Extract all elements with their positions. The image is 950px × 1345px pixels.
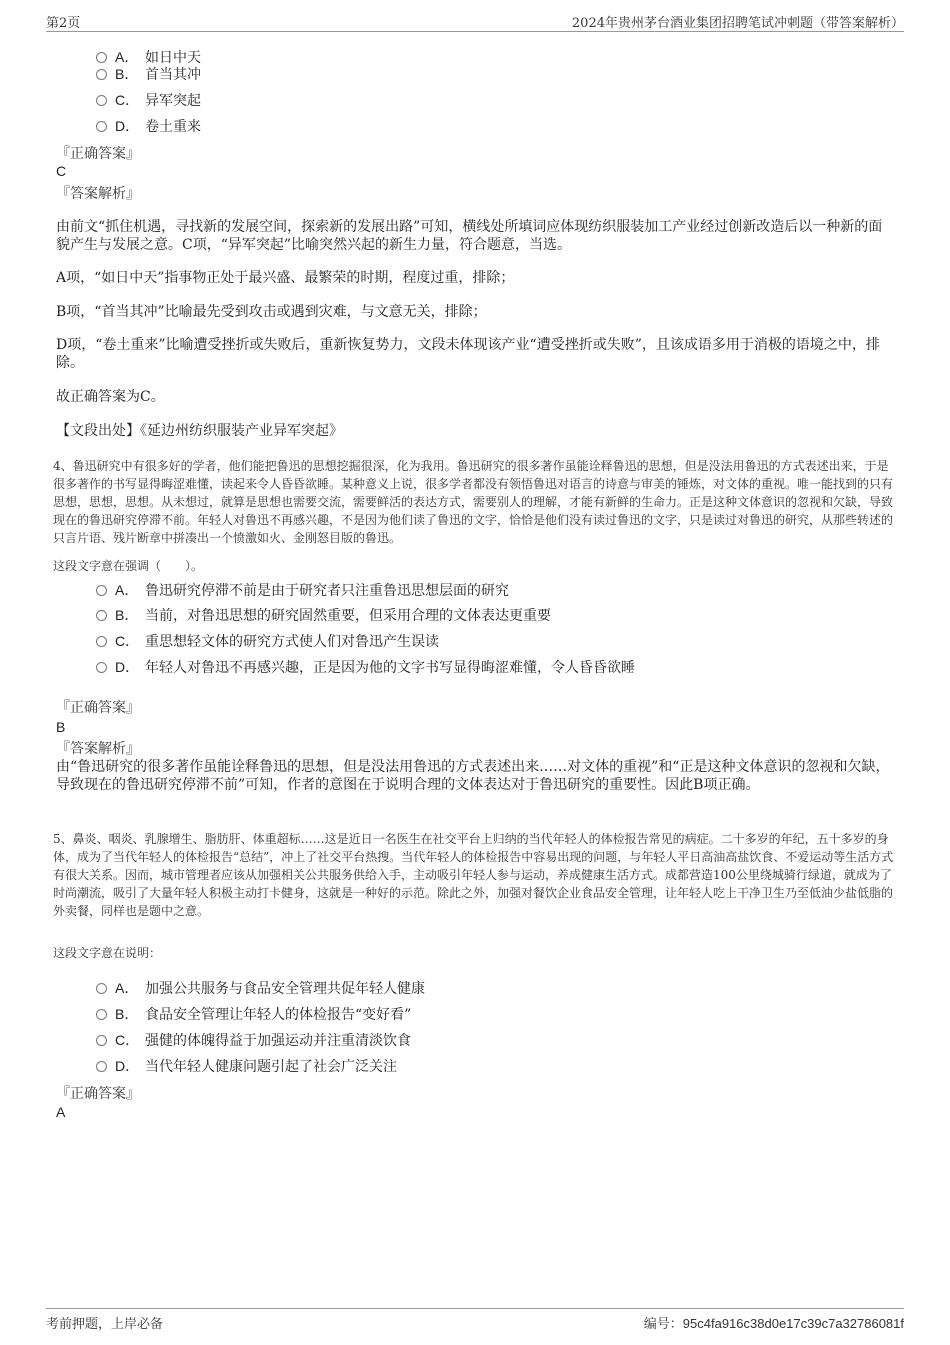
code-label: 编号： [643, 1317, 683, 1332]
q4-option-c[interactable]: C． 重思想轻文体的研究方式使人们对鲁迅产生误读 [96, 632, 439, 651]
option-text: 异军突起 [145, 93, 201, 109]
radio-icon[interactable] [96, 585, 107, 596]
q4-option-d[interactable]: D． 年轻人对鲁迅不再感兴趣，正是因为他的文字书写显得晦涩难懂，令人昏昏欲睡 [96, 658, 635, 677]
q5-option-d[interactable]: D． 当代年轻人健康问题引起了社会广泛关注 [96, 1057, 397, 1076]
document-title: 2024年贵州茅台酒业集团招聘笔试冲刺题（带答案解析） [571, 16, 904, 31]
radio-icon[interactable] [96, 610, 107, 621]
question-prompt: 这段文字意在强调（ ）。 [53, 559, 204, 573]
answer-label: 『正确答案』 [56, 146, 140, 162]
document-code [644, 1313, 904, 1332]
radio-icon[interactable] [96, 95, 107, 106]
analysis-paragraph: B项，“首当其冲”比喻最先受到攻击或遇到灾难，与文意无关，排除； [56, 304, 487, 320]
header-divider [46, 31, 904, 32]
q5-option-a[interactable]: A． 加强公共服务与食品安全管理共促年轻人健康 [96, 979, 425, 998]
analysis-paragraph: 由“鲁迅研究的很多著作虽能诠释鲁迅的思想，但是没法用鲁迅的方式表述出来……对文体的重视”和“正是这种文体意识的忽视和欠缺，导致现在的鲁迅研究停滞不前”可知，作者的意图在于说明合理的文体表达对于鲁迅研究的重要性。因此B项正确。 [56, 759, 890, 793]
page-number: 第2页 [46, 16, 81, 31]
answer-value: B [56, 719, 66, 735]
answer-value: C [56, 163, 67, 179]
answer-value: A [56, 1104, 66, 1120]
q4-option-a[interactable]: A． 鲁迅研究停滞不前是由于研究者只注重鲁迅思想层面的研究 [96, 581, 509, 600]
footer-divider [46, 1308, 904, 1309]
question-text: 5、鼻炎、咽炎、乳腺增生、脂肪肝、体重超标……这是近日一名医生在社交平台上归纳的当代年轻人的体检报告常见的病症。二十多岁的年纪，五十多岁的身体，成为了当代年轻人的体检报告“总结”，冲上了社交平台热搜。当代年轻人的体检报告中容易出现的问题，与年轻人平日高油高盐饮食、不爱运动等生活方式有很大关系。因而，城市管理者应该从加强相关公共服务供给入手，主动吸引年轻人参与运动，养成健康生活方式。成都营造100公里绕城骑行绿道，就成为了时尚潮流，吸引了大量年轻人积极主动打卡健身，这就是一种好的示范。除此之外，加强对餐饮企业食品安全管理，让年轻人吃上干净卫生乃至低油少盐低脂的外卖餐，同样也是题中之意。 [53, 832, 894, 918]
option-text: 食品安全管理让年轻人的体检报告“变好看” [145, 1007, 412, 1023]
option-text: 卷土重来 [145, 119, 201, 135]
analysis-paragraph: 故正确答案为C。 [56, 389, 165, 405]
analysis-label: 『答案解析』 [56, 741, 140, 757]
q5-option-b[interactable]: B． 食品安全管理让年轻人的体检报告“变好看” [96, 1005, 411, 1024]
option-text: 年轻人对鲁迅不再感兴趣，正是因为他的文字书写显得晦涩难懂，令人昏昏欲睡 [145, 660, 635, 676]
option-text: 加强公共服务与食品安全管理共促年轻人健康 [145, 981, 425, 997]
radio-icon[interactable] [96, 1009, 107, 1020]
option-text: 如日中天 [145, 50, 201, 66]
code-value: 95c4fa916c38d0e17c39c7a32786081f [682, 1316, 904, 1331]
radio-icon[interactable] [96, 1061, 107, 1072]
analysis-paragraph: 由前文“抓住机遇，寻找新的发展空间，探索新的发展出路”可知，横线处所填词应体现纺织服装加工产业经过创新改造后以一种新的面貌产生与发展之意。C项，“异军突起”比喻突然兴起的新生力量，符合题意，当选。 [56, 219, 883, 253]
option-text: 当代年轻人健康问题引起了社会广泛关注 [145, 1059, 397, 1075]
source-citation: 【文段出处】《延边州纺织服装产业异军突起》 [56, 423, 343, 439]
question-prompt: 这段文字意在说明： [53, 946, 162, 960]
option-text: 当前，对鲁迅思想的研究固然重要，但采用合理的文体表达更重要 [145, 608, 551, 624]
analysis-paragraph: A项，“如日中天”指事物正处于最兴盛、最繁荣的时期，程度过重，排除； [56, 270, 515, 286]
radio-icon[interactable] [96, 636, 107, 647]
radio-icon[interactable] [96, 69, 107, 80]
option-text: 强健的体魄得益于加强运动并注重清淡饮食 [145, 1033, 411, 1049]
q3-option-c[interactable]: C． 异军突起 [96, 91, 201, 110]
answer-label: 『正确答案』 [56, 1086, 140, 1102]
q5-option-c[interactable]: C． 强健的体魄得益于加强运动并注重清淡饮食 [96, 1031, 411, 1050]
q3-option-a[interactable]: A． 如日中天 [96, 48, 201, 67]
radio-icon[interactable] [96, 983, 107, 994]
q4-option-b[interactable]: B． 当前，对鲁迅思想的研究固然重要，但采用合理的文体表达更重要 [96, 606, 551, 625]
question-text: 4、鲁迅研究中有很多好的学者，他们能把鲁迅的思想挖掘很深，化为我用。鲁迅研究的很多著作虽能诠释鲁迅的思想，但是没法用鲁迅的方式表述出来，于是很多著作的书写显得晦涩难懂，读起来令人昏昏欲睡。某种意义上说，很多学者都没有领悟鲁迅对语言的诗意与审美的锤炼，对文体的重视。唯一能找到的只有思想，思想，思想。从未想过，就算是思想也需要交流，需要鲜活的表达方式，需要别人的理解，才能有新鲜的生命力。正是这种文体意识的忽视和欠缺，导致现在的鲁迅研究停滞不前。年轻人对鲁迅不再感兴趣，不是因为他们读了鲁迅的文字，恰恰是他们没有读过鲁迅的文字，只是读过对鲁迅的研究，从那些转述的只言片语、残片断章中拼凑出一个愤激如火、金刚怒目版的鲁迅。 [53, 459, 894, 545]
radio-icon[interactable] [96, 662, 107, 673]
radio-icon[interactable] [96, 1035, 107, 1046]
radio-icon[interactable] [96, 121, 107, 132]
analysis-label: 『答案解析』 [56, 186, 140, 202]
option-text: 鲁迅研究停滞不前是由于研究者只注重鲁迅思想层面的研究 [145, 583, 509, 599]
option-text: 首当其冲 [145, 67, 201, 83]
radio-icon[interactable] [96, 52, 107, 63]
analysis-paragraph: D项，“卷土重来”比喻遭受挫折或失败后，重新恢复势力，文段未体现该产业“遭受挫折或失败”，且该成语多用于消极的语境之中，排除。 [56, 337, 880, 371]
q3-option-d[interactable]: D． 卷土重来 [96, 117, 201, 136]
answer-label: 『正确答案』 [56, 700, 140, 716]
option-text: 重思想轻文体的研究方式使人们对鲁迅产生误读 [145, 634, 439, 650]
q3-option-b[interactable]: B． 首当其冲 [96, 65, 201, 84]
footer-slogan: 考前押题，上岸必备 [46, 1317, 164, 1332]
